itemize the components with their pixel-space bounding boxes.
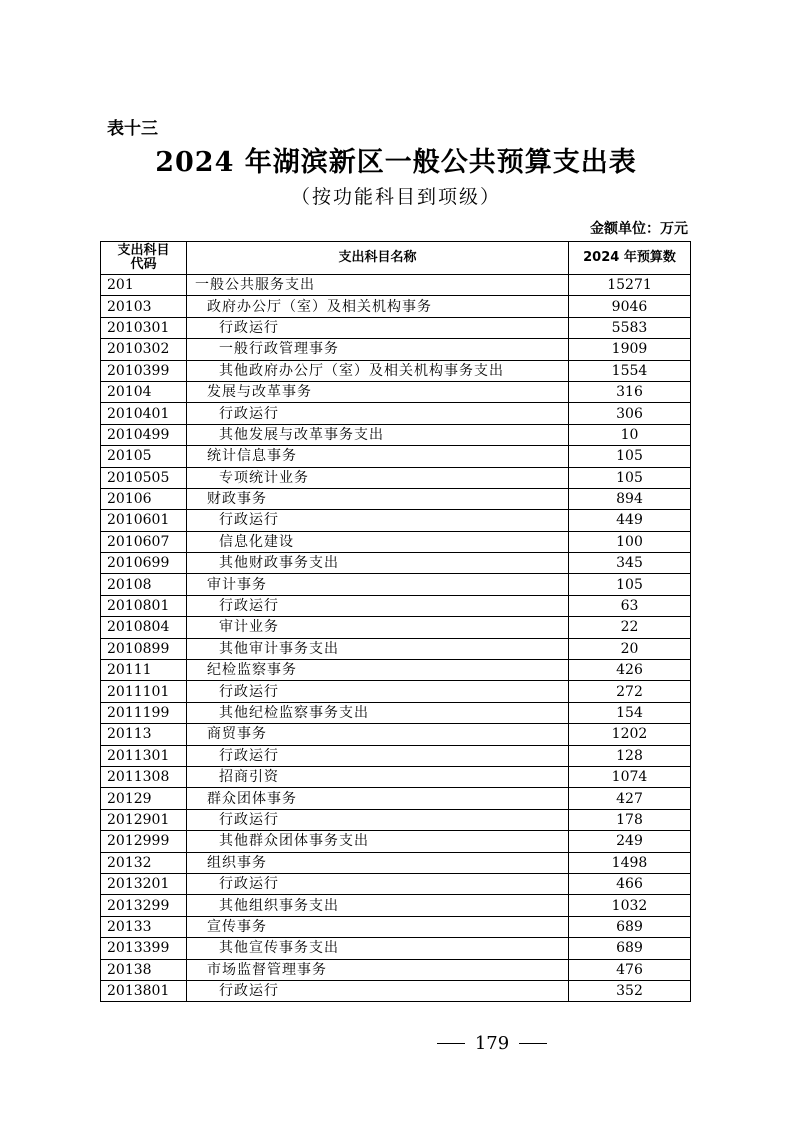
cell-amount: 22 — [569, 617, 691, 638]
cell-name: 行政运行 — [187, 980, 569, 1001]
table-row — [101, 916, 691, 937]
cell-code: 20104 — [101, 381, 187, 402]
table-header-row — [101, 242, 691, 275]
cell-amount: 15271 — [569, 275, 691, 296]
cell-amount: 5583 — [569, 317, 691, 338]
cell-amount: 427 — [569, 788, 691, 809]
cell-name: 其他财政事务支出 — [187, 553, 569, 574]
cell-name: 行政运行 — [187, 510, 569, 531]
cell-name: 其他审计事务支出 — [187, 638, 569, 659]
cell-amount: 306 — [569, 403, 691, 424]
cell-code: 20111 — [101, 660, 187, 681]
cell-amount: 178 — [569, 809, 691, 830]
cell-code: 2010801 — [101, 595, 187, 616]
cell-amount: 894 — [569, 488, 691, 509]
cell-amount: 426 — [569, 660, 691, 681]
cell-name: 政府办公厅（室）及相关机构事务 — [187, 296, 569, 317]
cell-amount: 466 — [569, 873, 691, 894]
cell-amount: 128 — [569, 745, 691, 766]
cell-code: 2010401 — [101, 403, 187, 424]
header-code — [101, 242, 187, 275]
table-row — [101, 488, 691, 509]
cell-code: 2010301 — [101, 317, 187, 338]
cell-name: 其他群众团体事务支出 — [187, 831, 569, 852]
table-row — [101, 638, 691, 659]
cell-code: 2010505 — [101, 467, 187, 488]
table-row — [101, 745, 691, 766]
cell-amount: 105 — [569, 574, 691, 595]
table-row — [101, 275, 691, 296]
cell-amount: 272 — [569, 681, 691, 702]
cell-code: 20138 — [101, 959, 187, 980]
table-row — [101, 553, 691, 574]
table-row — [101, 317, 691, 338]
table-row — [101, 617, 691, 638]
cell-amount: 105 — [569, 446, 691, 467]
cell-amount: 345 — [569, 553, 691, 574]
table-row — [101, 531, 691, 552]
page-title: 2024 年湖滨新区一般公共预算支出表 — [155, 147, 637, 178]
cell-name: 行政运行 — [187, 681, 569, 702]
cell-name: 其他宣传事务支出 — [187, 938, 569, 959]
cell-name: 组织事务 — [187, 852, 569, 873]
cell-name: 招商引资 — [187, 766, 569, 787]
cell-code: 2010499 — [101, 424, 187, 445]
table-row — [101, 724, 691, 745]
cell-code: 2010607 — [101, 531, 187, 552]
cell-code: 201 — [101, 275, 187, 296]
cell-code: 20105 — [101, 446, 187, 467]
table-row — [101, 766, 691, 787]
cell-name: 审计业务 — [187, 617, 569, 638]
header-amount: 2024 年预算数 — [569, 242, 691, 275]
cell-code: 2013399 — [101, 938, 187, 959]
cell-code: 2010699 — [101, 553, 187, 574]
header-code-line1: 支出科目 — [117, 243, 170, 258]
cell-amount: 1909 — [569, 339, 691, 360]
table-row — [101, 467, 691, 488]
cell-name: 其他政府办公厅（室）及相关机构事务支出 — [187, 360, 569, 381]
cell-name: 一般行政管理事务 — [187, 339, 569, 360]
cell-code: 2010302 — [101, 339, 187, 360]
cell-name: 行政运行 — [187, 317, 569, 338]
table-row — [101, 809, 691, 830]
cell-name: 其他发展与改革事务支出 — [187, 424, 569, 445]
table-body — [101, 275, 691, 1002]
dash-right — [519, 1043, 547, 1044]
cell-code: 20129 — [101, 788, 187, 809]
cell-amount: 1074 — [569, 766, 691, 787]
table-row — [101, 938, 691, 959]
cell-amount: 20 — [569, 638, 691, 659]
table-row — [101, 339, 691, 360]
cell-code: 2010601 — [101, 510, 187, 531]
table-row — [101, 852, 691, 873]
cell-code: 2013299 — [101, 895, 187, 916]
table-row — [101, 360, 691, 381]
cell-name: 其他组织事务支出 — [187, 895, 569, 916]
cell-amount: 10 — [569, 424, 691, 445]
cell-name: 发展与改革事务 — [187, 381, 569, 402]
cell-amount: 316 — [569, 381, 691, 402]
table-row — [101, 702, 691, 723]
table-row — [101, 660, 691, 681]
cell-amount: 476 — [569, 959, 691, 980]
cell-amount: 249 — [569, 831, 691, 852]
cell-name: 行政运行 — [187, 873, 569, 894]
cell-name: 群众团体事务 — [187, 788, 569, 809]
cell-amount: 352 — [569, 980, 691, 1001]
cell-code: 2010399 — [101, 360, 187, 381]
table-row — [101, 381, 691, 402]
table-row — [101, 574, 691, 595]
table-row — [101, 959, 691, 980]
table-row — [101, 424, 691, 445]
header-name: 支出科目名称 — [187, 242, 569, 275]
cell-code: 20132 — [101, 852, 187, 873]
cell-name: 行政运行 — [187, 595, 569, 616]
cell-code: 20106 — [101, 488, 187, 509]
cell-amount: 63 — [569, 595, 691, 616]
cell-name: 行政运行 — [187, 745, 569, 766]
header-code-line2: 代码 — [130, 257, 157, 272]
cell-code: 2013201 — [101, 873, 187, 894]
cell-code: 20113 — [101, 724, 187, 745]
cell-amount: 1554 — [569, 360, 691, 381]
cell-code: 2013801 — [101, 980, 187, 1001]
cell-code: 2011199 — [101, 702, 187, 723]
cell-amount: 105 — [569, 467, 691, 488]
cell-code: 20133 — [101, 916, 187, 937]
table-row — [101, 595, 691, 616]
table-row — [101, 873, 691, 894]
table-row — [101, 788, 691, 809]
cell-amount: 154 — [569, 702, 691, 723]
cell-amount: 9046 — [569, 296, 691, 317]
table-row — [101, 446, 691, 467]
cell-code: 2012999 — [101, 831, 187, 852]
cell-code: 2010899 — [101, 638, 187, 659]
cell-name: 一般公共服务支出 — [187, 275, 569, 296]
dash-left — [437, 1043, 465, 1044]
cell-amount: 1032 — [569, 895, 691, 916]
cell-name: 财政事务 — [187, 488, 569, 509]
cell-name: 纪检监察事务 — [187, 660, 569, 681]
cell-code: 2011101 — [101, 681, 187, 702]
cell-name: 商贸事务 — [187, 724, 569, 745]
cell-code: 2011308 — [101, 766, 187, 787]
cell-amount: 449 — [569, 510, 691, 531]
table-row — [101, 403, 691, 424]
table-row — [101, 980, 691, 1001]
table-label: 表十三 — [107, 119, 158, 139]
cell-name: 其他纪检监察事务支出 — [187, 702, 569, 723]
unit-note: 金额单位：万元 — [590, 221, 688, 237]
cell-amount: 689 — [569, 916, 691, 937]
page-number: 179 — [474, 1033, 510, 1054]
cell-amount: 1498 — [569, 852, 691, 873]
cell-name: 行政运行 — [187, 403, 569, 424]
cell-name: 宣传事务 — [187, 916, 569, 937]
cell-name: 审计事务 — [187, 574, 569, 595]
table-row — [101, 681, 691, 702]
page-subtitle: （按功能科目到项级） — [290, 186, 501, 208]
table-row — [101, 510, 691, 531]
cell-name: 专项统计业务 — [187, 467, 569, 488]
cell-amount: 1202 — [569, 724, 691, 745]
cell-amount: 689 — [569, 938, 691, 959]
page-footer — [0, 1033, 792, 1054]
cell-code: 20108 — [101, 574, 187, 595]
cell-amount: 100 — [569, 531, 691, 552]
table-row — [101, 296, 691, 317]
cell-name: 信息化建设 — [187, 531, 569, 552]
cell-name: 行政运行 — [187, 809, 569, 830]
cell-name: 市场监督管理事务 — [187, 959, 569, 980]
cell-name: 统计信息事务 — [187, 446, 569, 467]
budget-table — [100, 241, 691, 1002]
table-row — [101, 831, 691, 852]
cell-code: 2010804 — [101, 617, 187, 638]
cell-code: 2011301 — [101, 745, 187, 766]
cell-code: 2012901 — [101, 809, 187, 830]
table-row — [101, 895, 691, 916]
cell-code: 20103 — [101, 296, 187, 317]
